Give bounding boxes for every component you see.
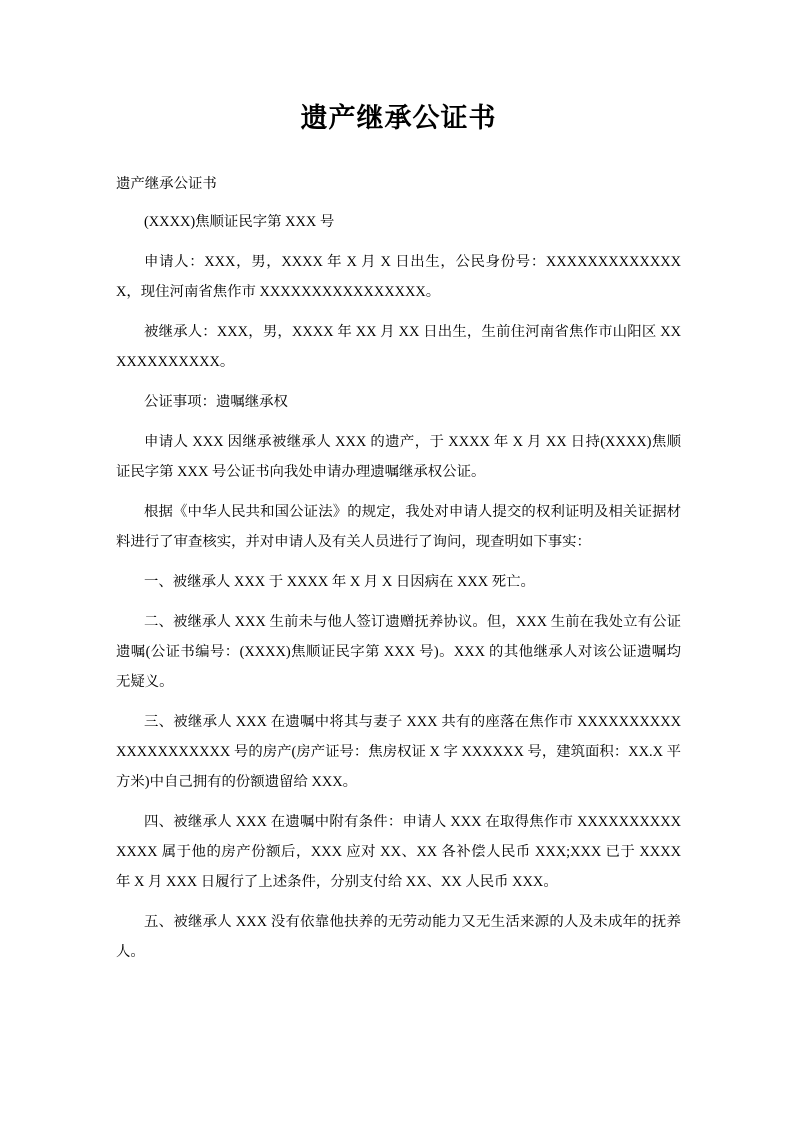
page-title: 遗产继承公证书: [300, 103, 497, 133]
paragraph-review-statement: 根据《中华人民共和国公证法》的规定，我处对申请人提交的权利证明及相关证据材料进行了审查核实，并对申请人及有关人员进行了询问，现查明如下事实：: [116, 504, 681, 550]
paragraph-decedent: 被继承人：XXX，男，XXXX 年 XX 月 XX 日出生，生前住河南省焦作市山阳区 XXXXXXXXXXXX。: [116, 324, 681, 370]
paragraph-applicant: 申请人：XXX，男，XXXX 年 X 月 X 日出生，公民身份号：XXXXXXXXXXXXXX，现住河南省焦作市 XXXXXXXXXXXXXXXX。: [116, 254, 681, 300]
paragraph-heading-line: 遗产继承公证书: [116, 176, 217, 192]
paragraph-application-statement: 申请人 XXX 因继承被继承人 XXX 的遗产，于 XXXX 年 X 月 XX 日持(XXXX)焦顺证民字第 XXX 号公证书向我处申请办理遗嘱继承权公证。: [116, 434, 681, 480]
paragraph-fact-one: 一、被继承人 XXX 于 XXXX 年 X 月 X 日因病在 XXX 死亡。: [144, 574, 535, 590]
paragraph-fact-four: 四、被继承人 XXX 在遗嘱中附有条件：申请人 XXX 在取得焦作市 XXXXXXXXXXXXXX 属于他的房产份额后，XXX 应对 XX、XX 各补偿人民币 XXX;XXX 已于 XXXX 年 X 月 XXX 日履行了上述条件，分别支付给 XX、XX 人民币 XXX。: [116, 814, 681, 890]
paragraph-fact-two: 二、被继承人 XXX 生前未与他人签订遗赠抚养协议。但，XXX 生前在我处立有公证遗嘱(公证书编号：(XXXX)焦顺证民字第 XXX 号)。XXX 的其他继承人对该公证遗嘱均无疑义。: [116, 614, 681, 690]
paragraph-case-number: (XXXX)焦顺证民字第 XXX 号: [144, 214, 335, 230]
paragraph-fact-three: 三、被继承人 XXX 在遗嘱中将其与妻子 XXX 共有的座落在焦作市 XXXXXXXXXXXXXXXXXXXXX 号的房产(房产证号：焦房权证 X 字 XXXXXX 号，建筑面积：XX.X 平方米)中自己拥有的份额遗留给 XXX。: [116, 714, 681, 790]
paragraph-fact-five: 五、被继承人 XXX 没有依靠他扶养的无劳动能力又无生活来源的人及未成年的抚养人。: [116, 914, 681, 960]
paragraph-notarial-matter: 公证事项：遗嘱继承权: [144, 394, 288, 410]
